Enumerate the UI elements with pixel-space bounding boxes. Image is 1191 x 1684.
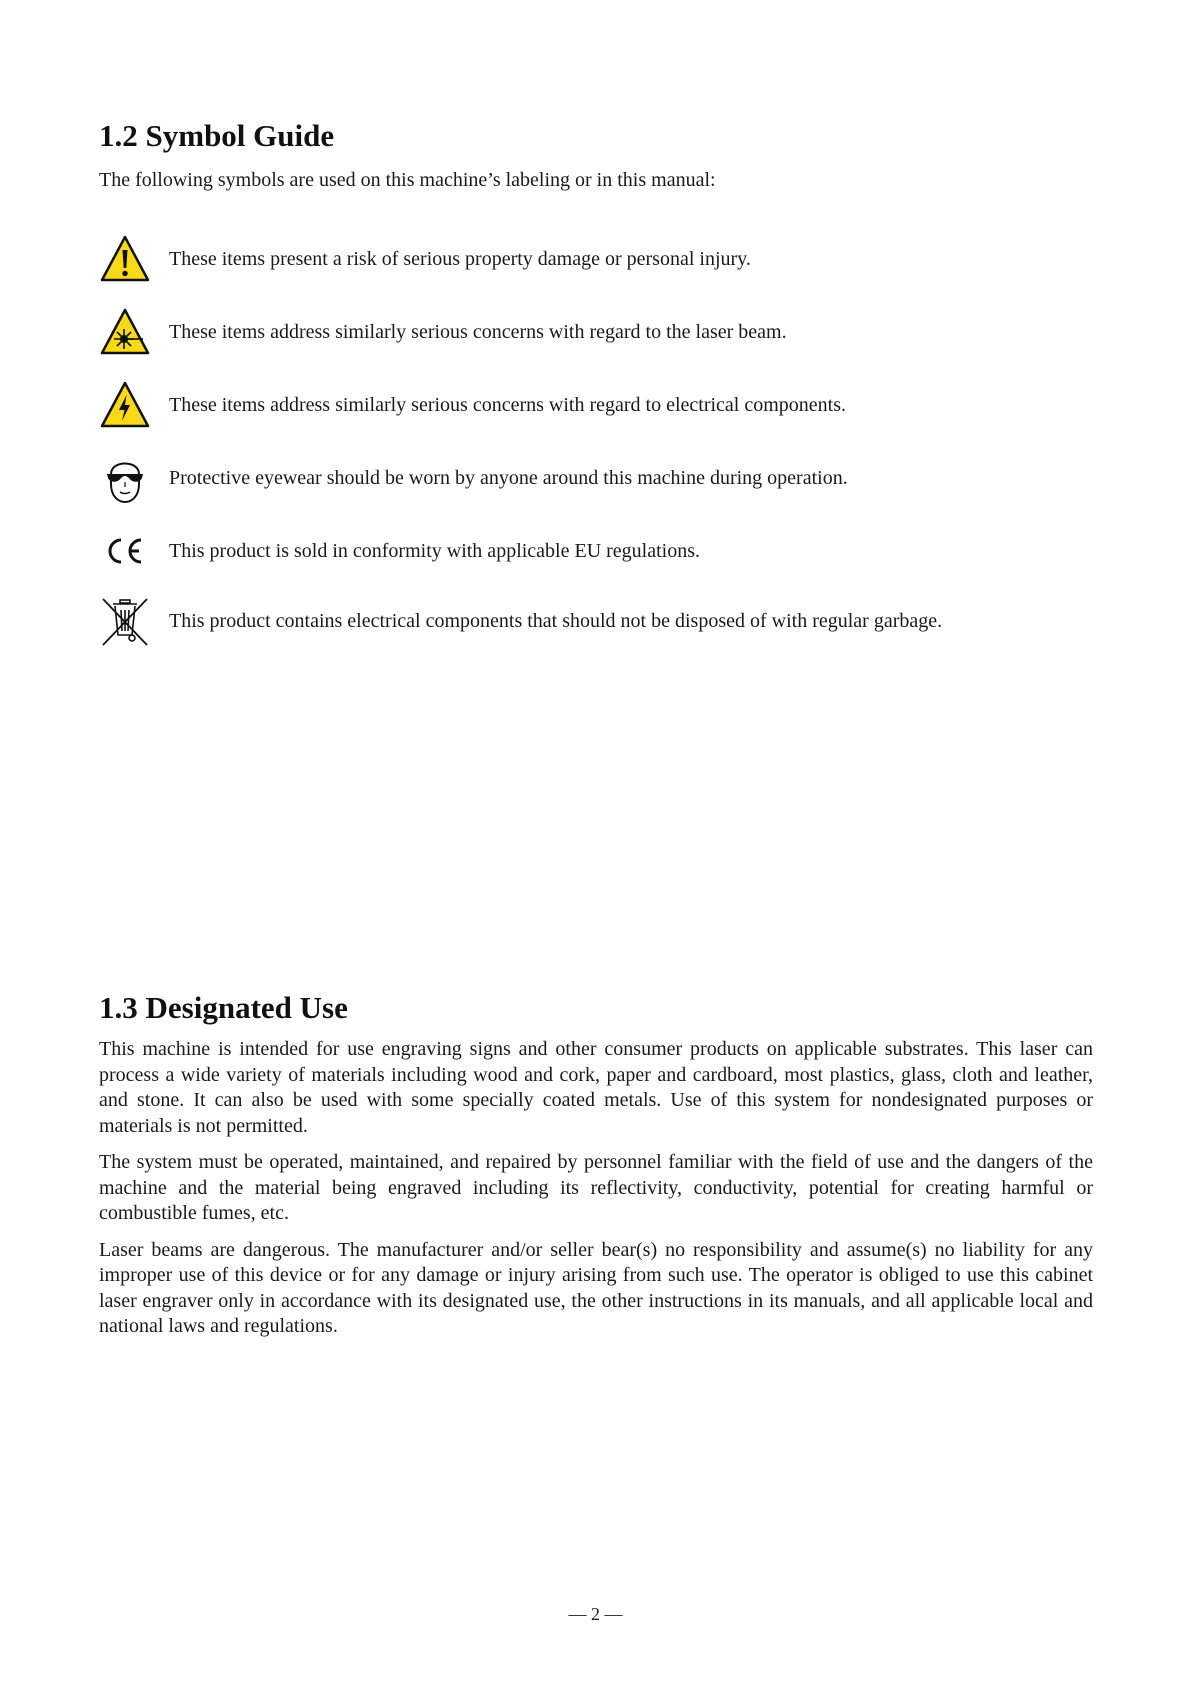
section-title-symbol-guide: 1.2 Symbol Guide [99, 118, 335, 153]
symbol-description: These items address similarly serious concerns with regard to electrical components. [169, 394, 847, 416]
symbol-description: This product contains electrical components that should not be disposed of with regular garbage. [169, 610, 943, 632]
paragraph: This machine is intended for use engraving signs and other consumer products on applicable substrates. This laser can process a wide variety of materials including wood and cork, paper and cardboard, most plastics, glass, cloth and leather, and stone. It can also be used with some specially coated metals. Use of this system for nondesignated purposes or materials is not permitted. [99, 1038, 1093, 1137]
symbol-row-electrical-warning [99, 379, 1049, 431]
protective-eyewear-icon [99, 452, 151, 504]
symbol-description: These items address similarly serious concerns with regard to the laser beam. [169, 321, 787, 343]
symbol-row-general-warning [99, 233, 1049, 285]
section-title-designated-use: 1.3 Designated Use [99, 990, 348, 1025]
electrical-warning-icon [99, 379, 151, 431]
symbol-guide-intro: The following symbols are used on this machine’s labeling or in this manual: [99, 169, 716, 191]
ce-mark-icon [99, 525, 151, 577]
symbol-row-ce-mark [99, 525, 1049, 577]
paragraph: The system must be operated, maintained, and repaired by personnel familiar with the field of use and the dangers of the machine and the material being engraved including its reflectivity, conductivity, potential for creating harmful or combustible fumes, etc. [99, 1151, 1093, 1224]
paragraph: Laser beams are dangerous. The manufacturer and/or seller bear(s) no responsibility and assume(s) no liability for any improper use of this device or for any damage or injury arising from such use. The operator is obliged to use this cabinet laser engraver only in accordance with its designated use, the other instructions in its manuals, and all applicable local and national laws and regulations. [99, 1238, 1093, 1337]
symbol-row-protective-eyewear [99, 452, 1049, 504]
symbol-description: These items present a risk of serious property damage or personal injury. [169, 248, 751, 270]
laser-warning-icon [99, 306, 151, 358]
general-warning-icon [99, 233, 151, 285]
symbol-description: Protective eyewear should be worn by anyone around this machine during operation. [169, 467, 848, 489]
weee-bin-icon [99, 595, 151, 647]
symbol-row-weee [99, 595, 1049, 647]
page-number: — 2 — [568, 1604, 623, 1624]
symbol-description: This product is sold in conformity with applicable EU regulations. [169, 540, 701, 562]
designated-use-body [99, 1037, 1093, 1351]
symbol-row-laser-warning [99, 306, 1049, 358]
